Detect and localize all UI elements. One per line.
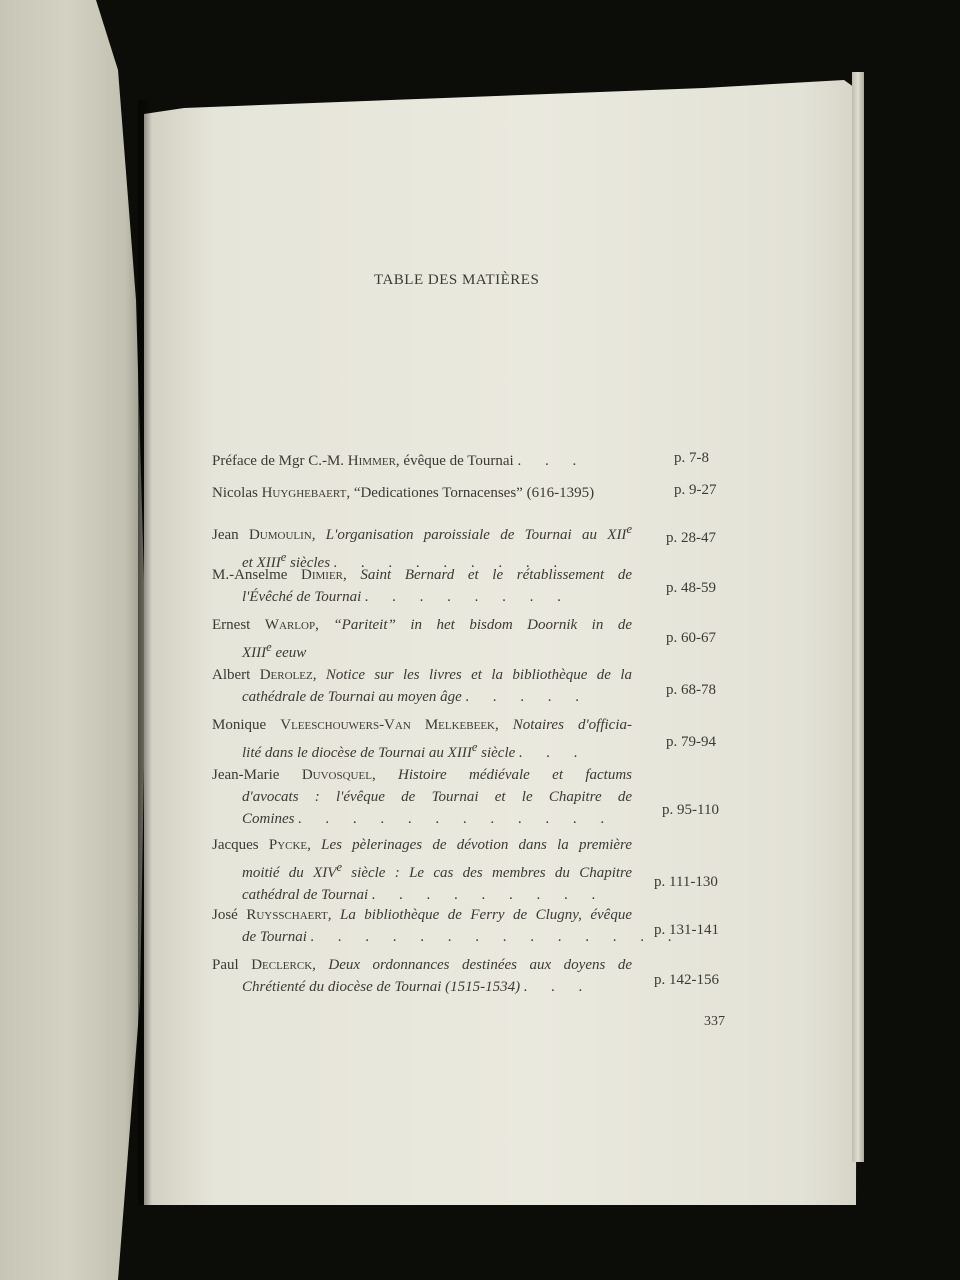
toc-entry: Albert Derolez, Notice sur les livres et la bibliothèque de la cathédrale de Tournai au moyen âge . . . . . bbox=[212, 667, 632, 705]
toc-entry-preface bbox=[212, 450, 632, 472]
entry-author: Ruysschaert bbox=[246, 907, 328, 923]
entry-author: Warlop bbox=[264, 617, 316, 633]
entry-author: Pycke bbox=[268, 837, 308, 853]
toc-entry: Ernest Warlop, “Pariteit” in het bisdom Doornik in de XIIIe eeuw bbox=[212, 617, 633, 661]
toc-entry: Jean-Marie Duvosquel, Histoire médiévale et factums d'avocats : l'évêque de Tournai et le Chapitre de Comines . . . . . . . . . . . . bbox=[212, 767, 632, 827]
entry-title: , Notice sur les livres et la bibliothèque de la bbox=[312, 667, 632, 683]
entry-first: José bbox=[212, 907, 238, 923]
leader-dots: . . . . . . . . . . . . . . bbox=[310, 929, 682, 945]
entry-author: Duvosquel bbox=[301, 767, 372, 783]
entry-title: , L'organisation paroissiale de Tournai au XII bbox=[311, 527, 627, 543]
toc-entry: Paul Declerck, Deux ordonnances destinées aux doyens de Chrétienté du diocèse de Tournai (1515-1534) . . . bbox=[212, 957, 632, 995]
entry-pages: p. 79-94 bbox=[666, 734, 716, 750]
entry-author: Dimier bbox=[301, 567, 344, 583]
entry-title: , évêque de Tournai bbox=[395, 453, 514, 469]
page-number: 337 bbox=[704, 1014, 725, 1029]
entry-title: , Notaires d'officia- bbox=[495, 717, 632, 733]
entry-title: , Les pèlerinages de dévotion dans la première bbox=[307, 837, 632, 853]
entry-pages: p. 48-59 bbox=[666, 580, 716, 596]
entry-first: Préface de Mgr C.-M. bbox=[212, 453, 345, 469]
entry-pages: p. 142-156 bbox=[654, 972, 719, 988]
entry-pages: p. 9-27 bbox=[674, 482, 717, 498]
entry-first: Monique bbox=[212, 717, 267, 733]
entry-title: , “Dedicationes Tornacenses” (616-1395) bbox=[346, 485, 595, 501]
left-page bbox=[0, 0, 148, 1280]
entry-pages: p. 7-8 bbox=[674, 450, 709, 466]
entry-pages: p. 60-67 bbox=[666, 630, 716, 646]
entry-pages: p. 131-141 bbox=[654, 922, 719, 938]
leader-dots: . . . . . . . . . bbox=[371, 887, 606, 903]
toc-entry: Jacques Pycke, Les pèlerinages de dévotion dans la première moitié du XIVe siècle : Le cas des membres du Chapitre cathédral de Tournai . . . . . . . . . bbox=[212, 837, 632, 903]
page-title: TABLE DES MATIÈRES bbox=[374, 272, 540, 288]
toc-entry: Jean Dumoulin, L'organisation paroissiale de Tournai au XIIe et XIIIe siècles . . . . . . . . . bbox=[212, 522, 632, 571]
entry-author: Huyghebaert bbox=[261, 485, 347, 501]
gutter-shadow bbox=[138, 100, 152, 1205]
toc-entry: M.-Anselme Dimier, Saint Bernard et le rétablissement de l'Évêché de Tournai . . . . . . . . bbox=[212, 567, 632, 605]
leader-dots: . . . . . . . . . . . . bbox=[298, 811, 615, 827]
entry-first: Ernest bbox=[212, 617, 251, 633]
toc-entry: José Ruysschaert, La bibliothèque de Ferry de Clugny, évêque de Tournai . . . . . . . . . . . . . . bbox=[212, 907, 682, 945]
leader-dots: . . . bbox=[523, 979, 593, 995]
entry-title: , La bibliothèque de Ferry de Clugny, évêque bbox=[327, 907, 632, 923]
entry-title: , Histoire médiévale et factums bbox=[371, 767, 632, 783]
entry-first: Paul bbox=[212, 957, 239, 973]
entry-author: Derolez bbox=[259, 667, 313, 683]
entry-first: Jean-Marie bbox=[212, 767, 280, 783]
leader-dots: . . . bbox=[519, 745, 588, 761]
leader-dots: . . . . . bbox=[465, 689, 590, 705]
toc-entry bbox=[212, 482, 632, 504]
entry-title: , Saint Bernard et le rétablissement de bbox=[343, 567, 632, 583]
entry-first: Jacques bbox=[212, 837, 259, 853]
entry-pages: p. 95-110 bbox=[662, 802, 719, 818]
entry-pages: p. 28-47 bbox=[666, 530, 716, 546]
entry-author: Dumoulin bbox=[248, 527, 312, 543]
entry-author: Vleeschouwers-Van Melkebeek bbox=[280, 717, 495, 733]
page-edge bbox=[852, 72, 864, 1162]
toc-entry: Monique Vleeschouwers-Van Melkebeek, Notaires d'officia- lité dans le diocèse de Tournai au XIIIe siècle . . . bbox=[212, 717, 632, 761]
leader-dots: . . . . . . . . bbox=[365, 589, 572, 605]
entry-title: , Deux ordonnances destinées aux doyens de bbox=[312, 957, 632, 973]
entry-pages: p. 111-130 bbox=[654, 874, 718, 890]
entry-author: Himmer bbox=[347, 453, 396, 469]
leader-dots: . . . bbox=[517, 453, 587, 469]
entry-first: Jean bbox=[212, 527, 239, 543]
entry-title: , “Pariteit” in het bisdom Doornik in de bbox=[315, 617, 633, 633]
entry-first: Albert bbox=[212, 667, 251, 683]
leader-dots: . . . . . . . . . bbox=[333, 555, 568, 571]
entry-author: Declerck bbox=[251, 957, 313, 973]
entry-first: Nicolas bbox=[212, 485, 258, 501]
entry-pages: p. 68-78 bbox=[666, 682, 716, 698]
entry-first: M.-Anselme bbox=[212, 567, 288, 583]
